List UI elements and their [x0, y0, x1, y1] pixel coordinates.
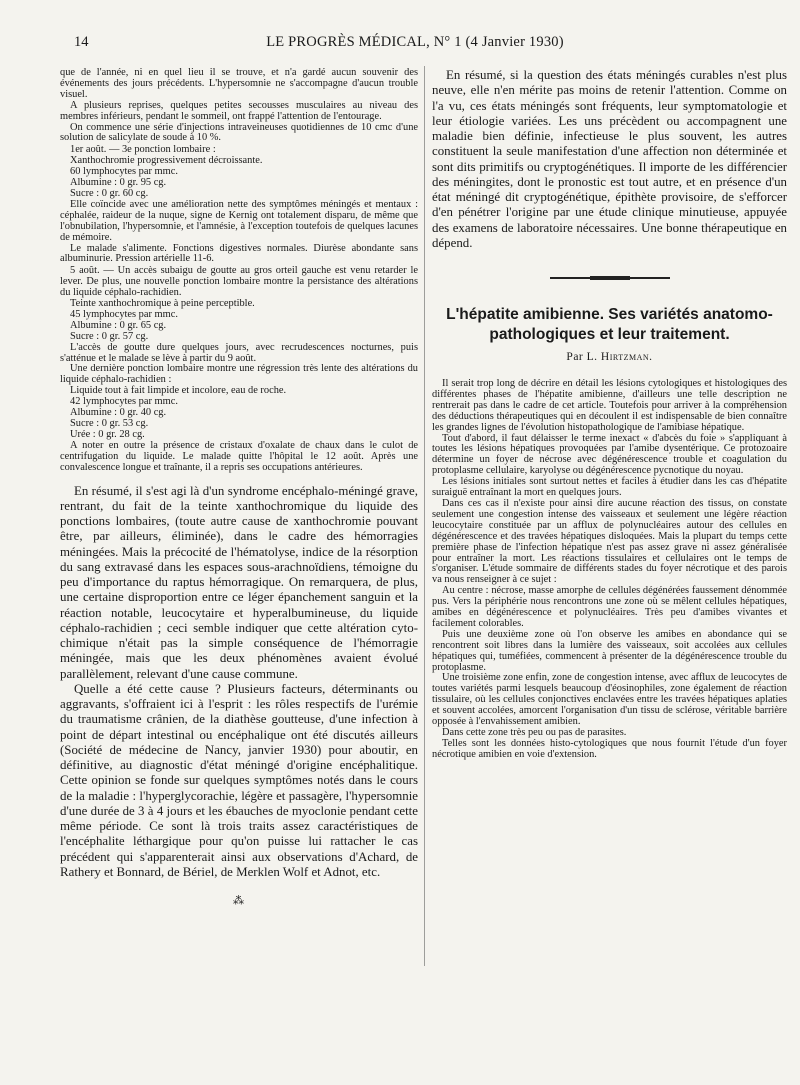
case-report-notes [60, 68, 418, 474]
case-date-entry: 5 août. — Un accès subaigu de goutte au gros orteil gauche est venu retarder le lever. De plus, une nouvelle ponction lombaire montre la persistance des altérations du liquide céphalo-rachidien. [60, 265, 418, 299]
case-paragraph: A noter en outre la présence de cristaux d'oxalate de chaux dans le culot de centrifugation du liquide. Le malade quitte l'hôpital le 12 août. Après une convalescence longue et traînante, il a repris ses occupations antérieures. [60, 439, 418, 473]
case-date-entry: 1er août. — 3e ponction lombaire : [70, 144, 216, 156]
lab-result-line: Albumine : 0 gr. 65 cg. [70, 319, 167, 331]
article-paragraph: Une troisième zone enfin, zone de congestion intense, avec afflux de leucocytes de toutes variétés parmi lesquels beaucoup d'éosinophiles, zone également de réaction tissulaire, où les cellules conjonctives enclavées entre les travées hépatiques aplaties et souvent accolées, amorcent l'organisation d'un tissu de sclérose, véritable barrière opposée à l'envahissement amibien. [432, 672, 787, 728]
lab-result-line: Xanthochromie progressivement décroissante. [70, 155, 263, 167]
case-paragraph: L'accès de goutte dure quelques jours, avec recrudescences nocturnes, puis s'atténue et le malade se lève à partir du 9 août. [60, 341, 418, 364]
article-paragraph: Les lésions initiales sont surtout nettes et faciles à étudier dans les cas d'hépatite suraiguë entraînant la mort en quelques jours. [432, 476, 787, 499]
page-header [60, 34, 770, 56]
lab-result-line: Sucre : 0 gr. 60 cg. [70, 187, 149, 199]
journal-running-title: LE PROGRÈS MÉDICAL, N° 1 (4 Janvier 1930) [266, 34, 564, 50]
page-number: 14 [74, 34, 89, 50]
discussion-paragraph: En résumé, il s'est agi là d'un syndrome encéphalo-méningé grave, rentrant, du fait de la teinte xanthochromique du liquide des ponctions lombaires, (toute autre cause de xanthochromie pouvant être, par ailleurs, éliminée), dans le cadre des hémorragies méningées. Mais la précocité de l'hématolyse, indice de la résorption du sang extravasé dans les espaces sous-arachnoïdiens, témoigne du peu d'importance du raptus hémorragique. On remarquera, de plus, une certaine disproportion entre ce léger épanchement sanguin et la réaction notable, leucocytaire et hyperalbumineuse, du liquide céphalo-rachidien ; ceci semble indiquer que cette altération cyto-chimique n'était pas la simple conséquence de l'hémorragie méningée, mais que les deux phénomènes avaient évolué parallèlement, relevant d'une cause commune. [60, 483, 418, 681]
article-byline [432, 351, 787, 363]
article-body [432, 379, 787, 761]
conclusion-paragraph: En résumé, si la question des états méningés curables n'est plus neuve, elle n'en mérite pas moins de retenir l'attention. Comme on l'a vu, ces états méningés sont fréquents, leur symptomatologie et leur étiologie variées. Les uns précèdent ou accompagnent une maladie bien définie, infectieuse le plus souvent, les autres constituent la seule manifestation d'une affection non déterminée et sont dits primitifs ou cryptogénétiques. Il importe de les différencier des méningites, dont le pronostic est tout autre, et en présence d'un état méningé dit cryptogénétique, épithète provisoire, de s'efforcer d'en pénétrer l'origine par une étude clinique minutieuse, appuyée des examens de laboratoire nécessaires. Une bonne thérapeutique en dépend. [432, 68, 787, 250]
article-paragraph: Au centre : nécrose, masse amorphe de cellules dégénérées faussement dénommée pus. Vers la périphérie nous rencontrons une zone où se mêlent cellules hépatiques, amibes en dégénérescence et polynucléaires. Très peu d'amibes vivantes et facilement colorables. [432, 585, 787, 629]
lab-result-line: 42 lymphocytes par mmc. [70, 396, 178, 408]
article-paragraph: Dans ces cas il n'existe pour ainsi dire aucune réaction des tissus, on constate seulement une congestion intense des vaisseaux et seulement une légère réaction leucocytaire constituée par un afflux de polynucléaires autour des cellules en dégénérescence et des travées hépatiques disloquées. Mais la plupart du temps cette première phase de l'infection hépatique n'est pas assez grave ni assez généralisée pour entraîner la mort. Les réactions tissulaires et cellulaires ont le temps de s'organiser. L'étude sommaire de différents stades du foyer nécrotique et des parois va nous renseigner à ce sujet : [432, 497, 787, 586]
right-column [432, 68, 787, 1008]
case-paragraph: Une dernière ponction lombaire montre une régression très lente des altérations du liquide céphalo-rachidien : [60, 363, 418, 386]
lab-result-line: 60 lymphocytes par mmc. [70, 166, 178, 178]
section-end-mark: ⁂ [233, 895, 245, 908]
lab-result-line: Teinte xanthochromique à peine perceptible. [70, 298, 255, 310]
lab-result-line: Albumine : 0 gr. 40 cg. [70, 407, 167, 419]
byline-prefix: Par L. [566, 351, 598, 363]
ornamental-separator [550, 277, 670, 279]
article-paragraph: Puis une deuxième zone où l'on observe les amibes en abondance qui se rencontrent soit libres dans la lumière des vaisseaux, soit accolées aux cellules hépatiques qui, tuméfiées, commencent à présenter de la dégénérescence trouble du protoplasme. [432, 628, 787, 673]
case-paragraph: On commence une série d'injections intraveineuses quotidiennes de 10 cmc d'une solution de salicylate de soude à 10 %. [60, 121, 418, 144]
byline-author: Hirtzman. [600, 351, 653, 363]
case-paragraph: que de l'année, ni en quel lieu il se trouve, et n'a gardé aucun souvenir des événements des jours précédents. L'hypersomnie ne s'accompagne d'aucun trouble visuel. [60, 68, 418, 100]
lab-result-line: Albumine : 0 gr. 95 cg. [70, 177, 167, 189]
lab-result-line: Sucre : 0 gr. 57 cg. [70, 330, 149, 342]
lab-result-line: Urée : 0 gr. 28 cg. [70, 428, 145, 440]
article-paragraph: Tout d'abord, il faut délaisser le terme inexact « d'abcès du foie » s'appliquant à toutes les lésions hépatiques provoquées par l'amibe dysentérique. Ce protozoaire détermine un foyer de nécrose avec dégénérescence trouble et coagulation du protoplasme cellulaire, karyolyse ou dégénérescence pycnotique du noyau. [432, 432, 787, 477]
article-paragraph: Telles sont les données histo-cytologiques que nous fournit l'étude d'un foyer nécrotique amibien en voie d'extension. [432, 737, 787, 760]
left-column [60, 68, 418, 1068]
article-paragraph: Il serait trop long de décrire en détail les lésions cytologiques et histologiques des différentes phases de l'hépatite amibienne, d'ailleurs une telle description ne rentrerait pas dans le cadre de cet article. Toutefois pour arriver à la compréhension des déductions thérapeutiques qui en découlent il est indispensable de bien connaître les grandes lignes de l'évolution histopathologique de l'amibiase hépatique. [432, 378, 787, 433]
case-paragraph: A plusieurs reprises, quelques petites secousses musculaires au niveau des membres inférieurs, pendant le sommeil, ont frappé l'attention de l'entourage. [60, 99, 418, 122]
lab-result-line: Liquide tout à fait limpide et incolore, eau de roche. [70, 385, 287, 397]
article-paragraph: Dans cette zone très peu ou pas de parasites. [442, 727, 627, 738]
case-paragraph: Elle coïncide avec une amélioration nette des symptômes méningés et mentaux : céphalée, raideur de la nuque, signe de Kernig ont totalement disparu, de même que l'obnubilation, l'hypersomnie, et l'amnésie, à l'exception toutefois de quelques lacunes de mémoire. [60, 198, 418, 243]
article-title: L'hépatite amibienne. Ses variétés anatomo-pathologiques et leur traitement. [446, 306, 773, 343]
discussion-paragraph: Quelle a été cette cause ? Plusieurs facteurs, déterminants ou aggravants, s'offraient ici à l'esprit : les rôles respectifs de l'urémie du traumatisme crânien, de la diathèse goutteuse, d'une infection à point de départ intestinal ou encéphalique ont été discutés ailleurs (Société de médecine de Nancy, janvier 1930) pour aboutir, en définitive, au diagnostic d'état méningé d'origine encéphalitique. Cette opinion se fonde sur quelques symptômes notés dans le cours de la maladie : l'hyperglycorachie, légère et passagère, l'hypersomnie d'une durée de 3 à 4 jours et les ébauches de myoclonie pendant cette même période. Ce sont là trois traits assez caractéristiques de l'encéphalite léthargique pour qu'on puisse lui rattacher le cas précédent qui s'apparenterait ainsi aux observations d'Achard, de Rathery et Bonnard, de Bériel, de Merklen Wolf et Adnot, etc. [60, 681, 418, 879]
case-discussion [60, 484, 418, 881]
lab-result-line: 45 lymphocytes par mmc. [70, 308, 178, 320]
column-divider [424, 66, 425, 966]
case-paragraph: Le malade s'alimente. Fonctions digestives normales. Diurèse abondante sans albuminurie. Pression artérielle 11-6. [60, 242, 418, 265]
lab-result-line: Sucre : 0 gr. 53 cg. [70, 418, 149, 429]
conclusion-block [432, 68, 787, 251]
